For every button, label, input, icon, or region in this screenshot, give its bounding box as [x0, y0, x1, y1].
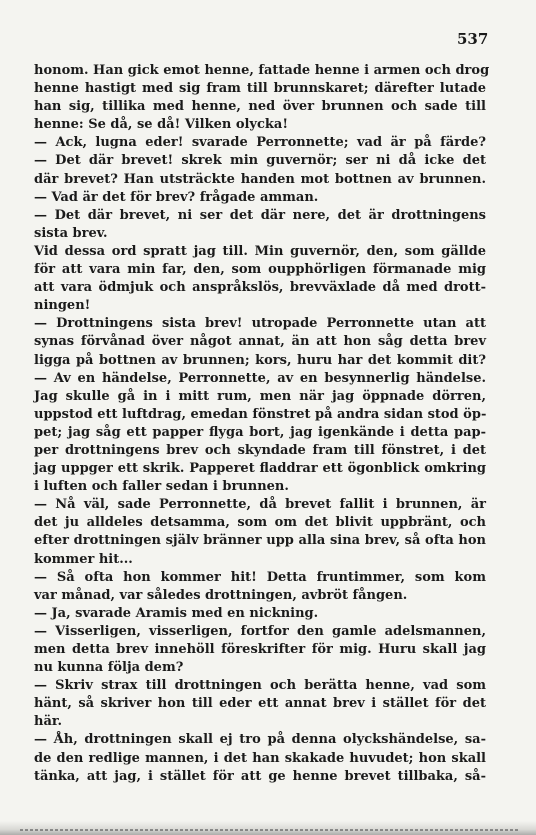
text-line: här.: [34, 714, 63, 730]
text-line: henne: Se då, se då! Vilken olycka!: [34, 117, 289, 133]
text-line: hänt, så skriver hon till eder ett annat brev i stället för det: [34, 696, 486, 712]
text-line: sista brev.: [34, 225, 108, 241]
scan-edge-shadow: [0, 821, 536, 835]
text-line: — Ack, lugna eder! svarade Perronnette; vad är på färde?: [34, 135, 486, 151]
text-line: han sig, tillika med henne, ned över brunnen och sade till: [34, 99, 486, 115]
text-line: pet; jag såg ett papper flyga bort, jag igenkände i detta pap-: [34, 424, 486, 440]
page-number: 537: [457, 30, 489, 48]
text-line: — Ja, svarade Aramis med en nickning.: [34, 605, 319, 621]
text-line: Jag skulle gå in i mitt rum, men när jag öppnade dörren,: [34, 388, 486, 404]
text-line: synas förvånad över något annat, än att hon såg detta brev: [34, 334, 486, 350]
text-line: — Nå väl, sade Perronnette, då brevet fallit i brunnen, är: [34, 497, 486, 513]
text-line: — Det där brevet, ni ser det där nere, det är drottningens: [34, 207, 486, 223]
scan-edge-rule: [20, 829, 520, 831]
text-line: efter drottningen själv bränner upp alla sina brev, så ofta hon: [34, 533, 486, 549]
text-line: ligga på bottnen av brunnen; kors, huru har det kommit dit?: [34, 352, 486, 368]
text-line: i luften och faller sedan i brunnen.: [34, 479, 289, 495]
text-line: det ju alldeles detsamma, som om det blivit uppbränt, och: [34, 515, 486, 531]
text-line: — Visserligen, visserligen, fortfor den gamle adelsmannen,: [34, 623, 486, 639]
text-line: uppstod ett luftdrag, emedan fönstret på andra sidan stod öp-: [34, 406, 487, 422]
text-line: — Vad är det för brev? frågade amman.: [34, 189, 319, 205]
text-line: var månad, var således drottningen, avbröt fången.: [34, 587, 408, 603]
text-line: honom. Han gick emot henne, fattade henne i armen och drog: [34, 63, 490, 78]
body-text: [34, 62, 490, 786]
text-line: men detta brev innehöll föreskrifter för mig. Huru skall jag: [34, 642, 486, 657]
text-line: — Drottningens sista brev! utropade Perronnette utan att: [34, 316, 486, 332]
text-line: — Så ofta hon kommer hit! Detta fruntimmer, som kom: [34, 569, 486, 585]
text-line: att vara ödmjuk och anspråkslös, brevväxlade då med drott-: [34, 280, 486, 296]
text-line: tänka, att jag, i stället för att ge henne brevet tillbaka, så-: [34, 768, 486, 784]
text-line: där brevet? Han utsträckte handen mot bottnen av brunnen.: [34, 171, 486, 187]
text-line: — Skriv strax till drottningen och berätta henne, vad som: [34, 678, 486, 694]
text-line: kommer hit...: [34, 551, 133, 567]
text-line: per drottningens brev och skyndade fram till fönstret, i det: [34, 442, 486, 458]
text-line: Vid dessa ord spratt jag till. Min guvernör, den, som gällde: [34, 243, 486, 259]
text-line: jag uppger ett skrik. Papperet fladdrar ett ögonblick omkring: [34, 461, 486, 477]
text-line: — Det där brevet! skrek min guvernör; ser ni då icke det: [34, 153, 486, 169]
text-line: ningen!: [34, 298, 91, 314]
text-line: de den redlige mannen, i det han skakade huvudet; hon skall: [34, 750, 486, 766]
text-line: — Av en händelse, Perronnette, av en besynnerlig händelse.: [34, 370, 486, 386]
text-line: för att vara min far, den, som oupphörligen förmanade mig: [34, 262, 486, 278]
text-line: nu kunna följa dem?: [34, 660, 184, 676]
text-line: — Åh, drottningen skall ej tro på denna olyckshändelse, sa-: [34, 732, 486, 748]
text-line: henne hastigt med sig fram till brunnskaret; därefter lutade: [34, 81, 486, 97]
